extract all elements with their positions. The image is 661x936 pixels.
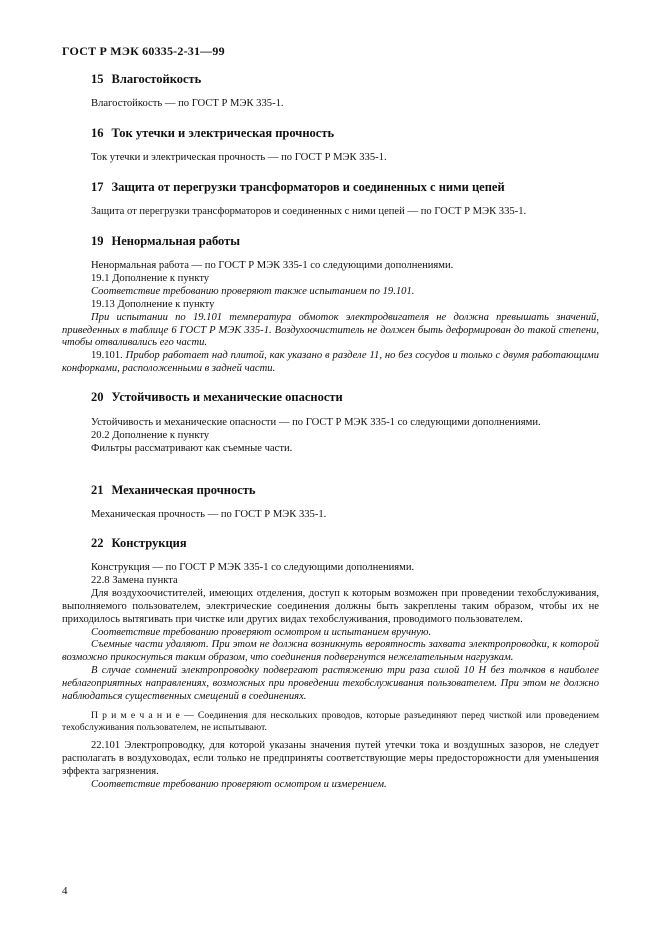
document-header: ГОСТ Р МЭК 60335-2-31—99: [62, 44, 225, 58]
section-16-body: [62, 152, 599, 165]
section-number: 15: [91, 72, 104, 86]
clause-19-101: [62, 350, 599, 376]
section-title: Ток утечки и электрическая прочность: [111, 126, 335, 140]
page-number: 4: [62, 885, 68, 897]
paragraph: 22.101 Электропроводку, для которой указаны значения путей утечки тока и воздушных зазоров, не следует располагать в воздуховодах, если только не предприняты соответствующие меры предосторожности для уменьшения эффекта загрязнения.: [62, 739, 599, 777]
paragraph: При испытании по 19.101 температура обмоток электродвигателя не должна превышать значений, приведенных в таблице 6 ГОСТ Р МЭК 335-1. Воздухоочиститель не должен быть деформирован до такой степени, чтобы отваливались его части.: [62, 311, 599, 349]
section-16-heading: [91, 126, 334, 141]
section-17-heading: [91, 180, 505, 195]
section-20-body: [62, 417, 599, 456]
section-title: Ненормальная работы: [111, 234, 241, 248]
paragraph: Для воздухоочистителей, имеющих отделения, доступ к которым возможен при проведении техобслуживания, выполняемого пользователем, электрические соединения должны быть закреплены таким образом, чтобы их не приходилось вытягивать при чистке или других видах техобслуживания, проводимого пользователем.: [62, 587, 599, 625]
clause-label: 20.2 Дополнение к пункту: [91, 429, 210, 441]
compliance-paragraph: Соответствие требованию проверяют осмотром и испытанием вручную.: [91, 626, 432, 638]
compliance-paragraph: Соответствие требованию проверяют осмотром и измерением.: [91, 778, 387, 790]
section-22-heading: [91, 536, 187, 551]
section-title: Влагостойкость: [111, 72, 202, 86]
paragraph: Защита от перегрузки трансформаторов и соединенных с ними цепей — по ГОСТ Р МЭК 335-1.: [91, 206, 527, 217]
section-number: 22: [91, 536, 104, 550]
paragraph: В случае сомнений электропроводку подвергают растяжению три раза силой 10 Н без толчков в наиболее неблагоприятных направлениях, возможных при проведении техобслуживания пользователем. При этом не должно наблюдаться существенных смещений в соединениях.: [62, 665, 599, 703]
section-22-body: [62, 562, 599, 792]
clause-label: 22.8 Замена пункта: [91, 574, 178, 586]
section-title: Защита от перегрузки трансформаторов и соединенных с ними цепей: [111, 180, 505, 194]
section-17-body: [62, 206, 599, 219]
note-text: — Соединения для нескольких проводов, которые разъединяют перед чисткой или проведением техобслуживания пользователем, не испытывают.: [62, 709, 600, 733]
section-number: 16: [91, 126, 104, 140]
paragraph: Ненормальная работа — по ГОСТ Р МЭК 335-1 со следующими дополнениями.: [91, 260, 454, 271]
compliance-paragraph: Соответствие требованию проверяют также испытанием по 19.101.: [91, 285, 415, 297]
section-number: 19: [91, 234, 104, 248]
clause-number: 19.101.: [91, 350, 123, 362]
paragraph: Конструкция — по ГОСТ Р МЭК 335-1 со следующими дополнениями.: [91, 562, 415, 573]
section-19-body: [62, 260, 599, 376]
section-number: 20: [91, 390, 104, 404]
section-15-body: [62, 98, 599, 111]
section-number: 21: [91, 483, 104, 497]
section-title: Конструкция: [111, 536, 187, 550]
section-15-heading: [91, 72, 201, 87]
paragraph: Фильтры рассматривают как съемные части.: [91, 442, 293, 454]
section-21-body: [62, 509, 599, 522]
paragraph: Механическая прочность — по ГОСТ Р МЭК 335-1.: [91, 509, 327, 520]
clause-label: 19.13 Дополнение к пункту: [91, 298, 215, 310]
section-title: Устойчивость и механические опасности: [111, 390, 343, 404]
paragraph: Устойчивость и механические опасности — по ГОСТ Р МЭК 335-1 со следующими дополнениями.: [91, 417, 541, 428]
clause-text: Прибор работает над плитой, как указано в разделе 11, но без сосудов и только с двумя работающими конфорками, расположенными в задней части.: [62, 350, 599, 375]
section-20-heading: [91, 390, 343, 405]
note: [62, 710, 599, 734]
paragraph: Ток утечки и электрическая прочность — по ГОСТ Р МЭК 335-1.: [91, 152, 387, 163]
section-19-heading: [91, 234, 240, 249]
section-21-heading: [91, 483, 256, 498]
section-title: Механическая прочность: [111, 483, 256, 497]
paragraph: Влагостойкость — по ГОСТ Р МЭК 335-1.: [91, 98, 284, 109]
paragraph: Съемные части удаляют. При этом не должна возникнуть вероятность захвата электропроводки, к которой возможно прикоснуться таким образом, что соединения подвергнутся нежелательным нагрузкам.: [62, 639, 599, 664]
section-number: 17: [91, 180, 104, 194]
clause-label: 19.1 Дополнение к пункту: [91, 272, 210, 284]
note-label: П р и м е ч а н и е: [91, 709, 180, 721]
